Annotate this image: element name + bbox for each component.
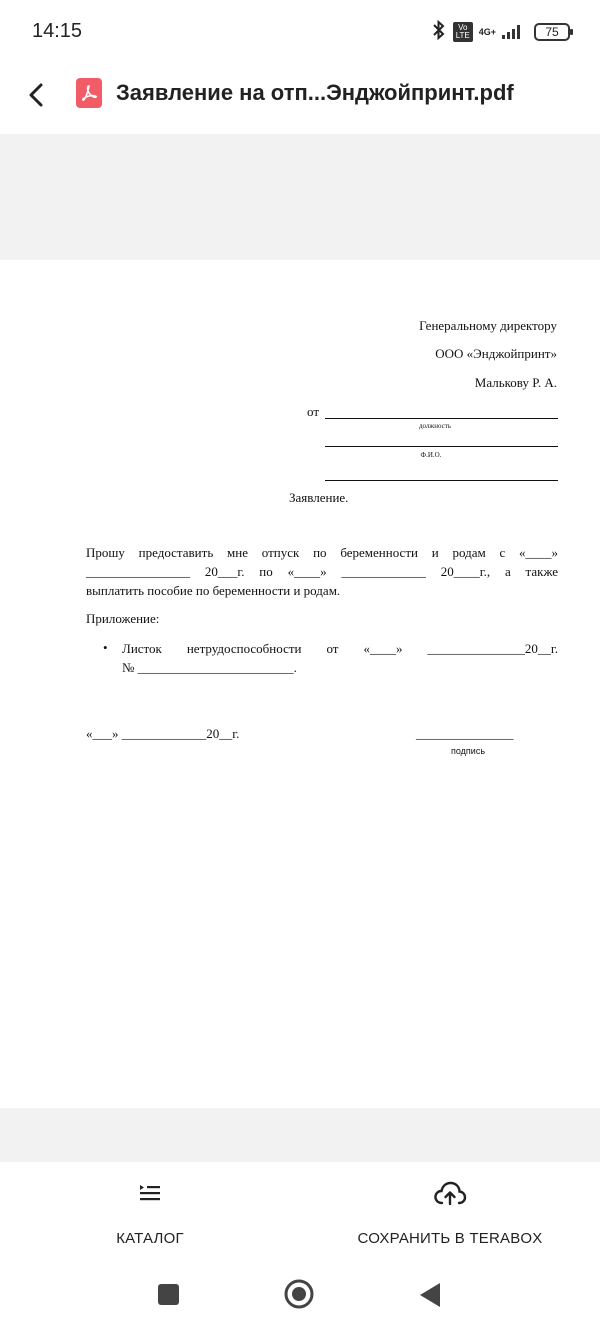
body-line-3: выплатить пособие по беременности и родам.: [86, 583, 341, 598]
position-line-2: [325, 446, 558, 447]
save-terabox-label: СОХРАНИТЬ В TERABOX: [357, 1230, 543, 1247]
status-time: 14:15: [32, 20, 83, 42]
from-label: от: [307, 404, 320, 419]
viewer-gray-top: [0, 134, 600, 260]
position-line: [325, 418, 558, 419]
addressee-line-1: Генеральному директору: [419, 318, 557, 333]
nav-back-button[interactable]: [419, 1282, 441, 1308]
system-nav-bar: [0, 1262, 600, 1332]
battery-icon: 75: [534, 23, 570, 41]
signature-line: _______________: [416, 726, 514, 741]
attachment-line-2: № ________________________.: [122, 660, 297, 675]
save-terabox-button[interactable]: [350, 1162, 550, 1262]
name-caption: Ф.И.О.: [420, 451, 442, 459]
bluetooth-icon: [431, 20, 447, 45]
document-title: Заявление на отп...Энджойпринт.pdf: [116, 80, 514, 105]
bullet-dot: •: [103, 640, 108, 655]
addressee-line-2: ООО «Энджойпринт»: [435, 346, 557, 361]
chevron-left-icon: [27, 83, 47, 107]
addressee-line-3: Малькову Р. А.: [474, 375, 557, 390]
attachment-line-1: Листок нетрудоспособности от «____» _______________20__г.: [122, 641, 559, 656]
body-line-1: Прошу предоставить мне отпуск по беременности и родам с «____»: [86, 545, 559, 560]
app-bar: [0, 64, 600, 134]
signature-caption: подпись: [450, 746, 486, 756]
signal-icon: [502, 25, 520, 39]
catalog-label: КАТАЛОГ: [116, 1230, 184, 1247]
position-caption: должность: [418, 422, 452, 430]
bottom-toolbar: [0, 1162, 600, 1262]
status-bar: [0, 0, 600, 64]
attachment-label: Приложение:: [86, 611, 160, 626]
recents-button[interactable]: [158, 1284, 179, 1305]
viewer-gray-bottom: [0, 1108, 600, 1162]
list-icon: [138, 1178, 162, 1208]
pdf-page[interactable]: [0, 260, 600, 1108]
date-line: «___» _____________20__г.: [86, 726, 240, 741]
body-line-2: ________________ 20___г. по «____» _____________ 20____г., а также: [86, 564, 559, 579]
catalog-button[interactable]: [100, 1162, 200, 1262]
statement-heading: Заявление.: [289, 490, 349, 505]
pdf-icon: [76, 78, 102, 108]
back-button[interactable]: [20, 78, 54, 112]
status-icons: [431, 20, 570, 44]
network-type: 4G+: [478, 27, 496, 37]
volte-badge: Vo LTE: [453, 22, 473, 42]
name-line: [325, 480, 558, 481]
home-button[interactable]: [284, 1279, 314, 1309]
cloud-upload-icon: [433, 1178, 467, 1208]
